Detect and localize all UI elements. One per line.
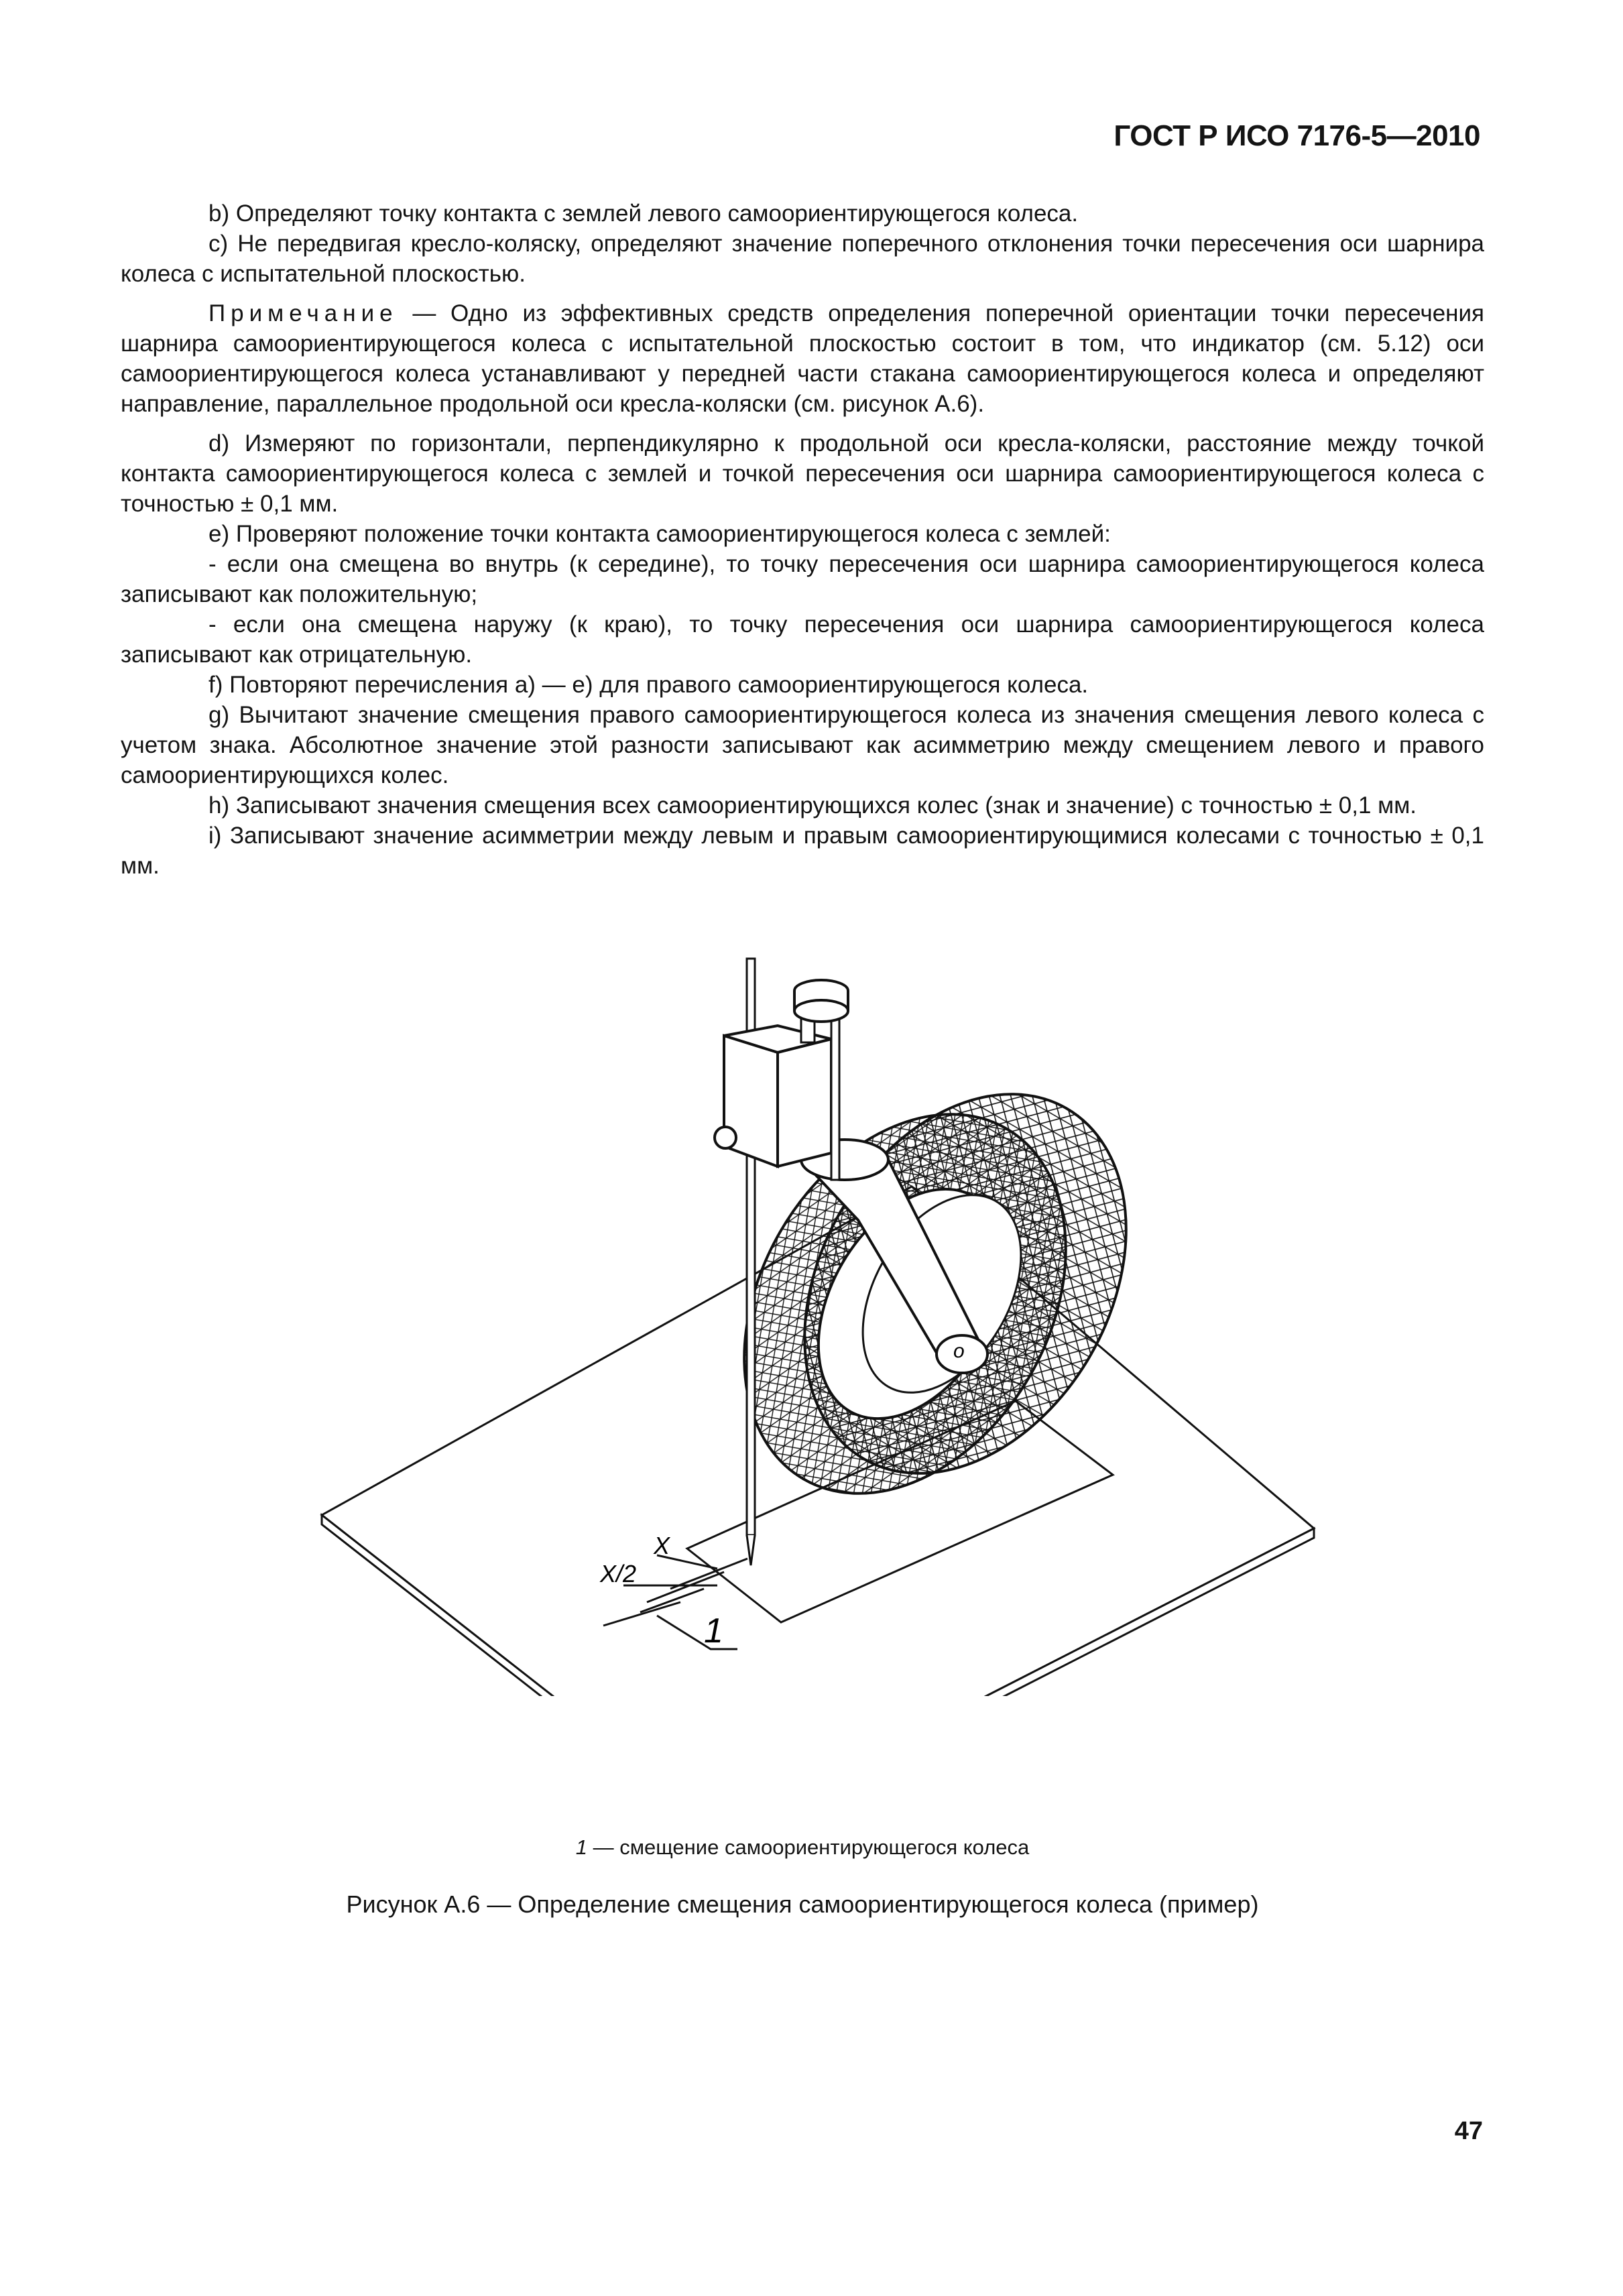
paragraph-f: f) Повторяют перечисления а) — е) для правого самоориентирующегося колеса.: [208, 672, 1089, 698]
document-header: ГОСТ Р ИСО 7176-5—2010: [1114, 119, 1480, 152]
paragraph-c: c) Не передвигая кресло-коляску, определяют значение поперечного отклонения точки пересечения оси шарнира колеса с испытательной плоскостью.: [121, 231, 1484, 287]
paragraph-h: h) Записывают значения смещения всех самоориентирующихся колес (знак и значение) с точностью ± 0,1 мм.: [208, 792, 1417, 819]
dimension-x2-label: X/2: [600, 1560, 637, 1587]
note-text: — Одно из эффективных средств определения поперечной ориентации точки пересечения шарнира самоориентирующегося колеса с испытательной плоскостью состоит в том, что индикатор (см. 5.12) оси самоориентирующегося колеса устанавливают у передней части стакана самоориентирующегося колеса и определяют направление, параллельное продольной оси кресла-коляски (см. рисунок А.6).: [121, 300, 1484, 417]
note-label: Примечание: [208, 300, 398, 326]
paragraph-g: g) Вычитают значение смещения правого самоориентирующегося колеса из значения смещения левого колеса с учетом знака. Абсолютное значение этой разности записывают как асимметрию между смещением левого и правого самоориентирующихся колес.: [121, 702, 1484, 788]
paragraph-i: i) Записывают значение асимметрии между левым и правым самоориентирующимися колесами с точностью ± 0,1 мм.: [121, 823, 1484, 879]
paragraph-b: b) Определяют точку контакта с землей левого самоориентирующегося колеса.: [208, 200, 1079, 227]
figure-key-text: — смещение самоориентирующегося колеса: [587, 1835, 1030, 1859]
note-paragraph: [121, 298, 1484, 419]
clamp-block: [715, 980, 848, 1180]
paragraph-d: d) Измеряют по горизонтали, перпендикулярно к продольной оси кресла-коляски, расстояние между точкой контакта самоориентирующегося колеса с землей и точкой пересечения оси шарнира самоориентирующегося колеса с точностью ± 0,1 мм.: [121, 430, 1484, 517]
figure-key: [121, 1835, 1484, 1860]
caster-offset-figure: [308, 939, 1327, 1696]
callout-1-label: 1: [704, 1612, 723, 1650]
dimension-x-label: X: [654, 1532, 670, 1559]
body-text: [121, 198, 1484, 881]
page-number: 47: [1454, 2117, 1483, 2145]
figure-caption: Рисунок А.6 — Определение смещения самоориентирующегося колеса (пример): [346, 1890, 1259, 1918]
figure-key-number: 1: [575, 1835, 587, 1859]
paragraph-e2: - если она смещена наружу (к краю), то точку пересечения оси шарнира самоориентирующегося колеса записывают как отрицательную.: [121, 611, 1484, 668]
paragraph-e: e) Проверяют положение точки контакта самоориентирующегося колеса с землей:: [208, 521, 1111, 547]
axle-label: o: [953, 1340, 965, 1362]
paragraph-e1: - если она смещена во внутрь (к середине), то точку пересечения оси шарнира самоориентирующегося колеса записывают как положительную;: [121, 551, 1484, 607]
